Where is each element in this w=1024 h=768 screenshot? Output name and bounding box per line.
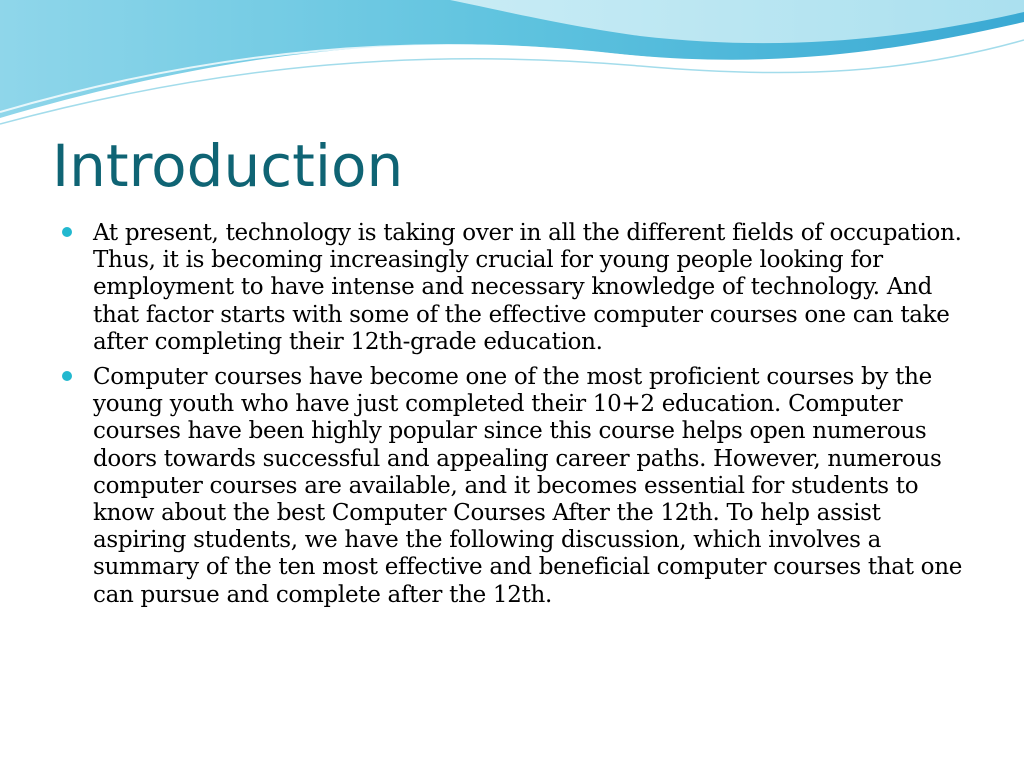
bullet-text: Computer courses have become one of the most proficient courses by the young youth who have just completed their 10+2 education. Computer courses have been highly popular since this course helps open numerous doors towards successful and appealing career paths. However, numerous computer courses are available, and it becomes essential for students to know about the best Computer Courses After the 12th. To help assist aspiring students, we have the following discussion, which involves a summary of the ten most effective and beneficial computer courses that one can pursue and complete after the 12th. [93,364,963,608]
bullet-text: At present, technology is taking over in all the different fields of occupation. Thus, it is becoming increasingly crucial for young people looking for employment to have intense and necessary knowledge of technology. And that factor starts with some of the effective computer courses one can take after completing their 12th-grade education. [93,220,962,355]
bullet-item [56,220,976,356]
bullet-dot-icon [62,371,72,381]
bullet-dot-icon [62,227,72,237]
header-wave-decoration [0,0,1024,130]
bullet-list [56,220,976,617]
slide-title: Introduction [52,132,404,200]
bullet-item [56,364,976,609]
